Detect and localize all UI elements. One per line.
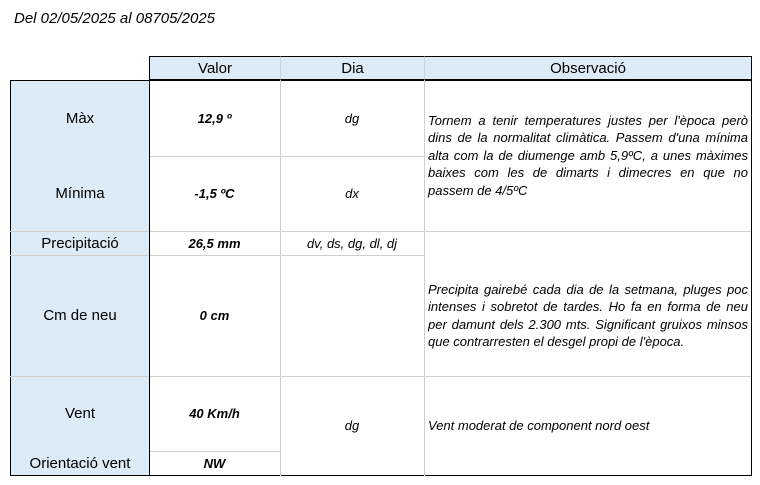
- header-valor: Valor: [149, 56, 280, 80]
- dia-vent: dg: [344, 418, 360, 433]
- grid-line: [10, 231, 752, 232]
- label-vent: Vent: [10, 376, 149, 451]
- grid-line: [280, 80, 281, 476]
- header-dia: Dia: [280, 56, 424, 80]
- grid-line: [10, 376, 752, 377]
- value-cm-neu: 0 cm: [199, 308, 230, 323]
- value-precipitacio: 26,5 mm: [188, 235, 241, 251]
- value-max: 12,9 º: [197, 110, 232, 126]
- observacio-vent-text: Vent moderat de component nord oest: [428, 417, 650, 433]
- value-min: -1,5 ºC: [194, 186, 235, 201]
- value-vent: 40 Km/h: [189, 406, 240, 421]
- label-precipitacio: Precipitació: [10, 231, 149, 255]
- grid-line: [10, 475, 752, 476]
- dia-min: dx: [345, 186, 359, 201]
- label-orientacio-vent: Orientació vent: [10, 451, 149, 475]
- grid-line: [10, 255, 424, 256]
- observacio-precipitacio: [424, 255, 752, 376]
- grid-line: [424, 80, 425, 476]
- value-orientacio-vent: NW: [203, 455, 226, 471]
- dia-precipitacio: dv, ds, dg, dl, dj: [306, 235, 398, 251]
- observacio-vent: [424, 376, 752, 475]
- header-observacio: Observació: [424, 56, 752, 80]
- dia-max: dg: [344, 110, 360, 126]
- report-title: Del 02/05/2025 al 08705/2025: [14, 10, 216, 27]
- observacio-temperatures: [424, 80, 752, 231]
- grid-line: [149, 156, 424, 157]
- grid-line: [149, 56, 150, 476]
- weather-summary-table: [10, 56, 752, 476]
- label-max: Màx: [10, 80, 149, 156]
- grid-line: [751, 56, 752, 476]
- observacio-precipitacio-text: Precipita gairebé cada dia de la setmana, pluges poc intenses i sobretot de tardes. Ho fa en forma de neu per damunt dels 2.300 mts. Significant gruixos minsos que contrarresten el desgel propi de l'època.: [428, 281, 748, 349]
- observacio-temperatures-text: Tornem a tenir temperatures justes per l'època però dins de la normalitat climàtica. Passem d'una mínima alta com la de diumenge amb 5,9ºC, a unes màximes baixes com les de dimarts i dimecres en que no passem de 4/5ºC: [428, 112, 748, 198]
- grid-line: [10, 80, 752, 81]
- grid-line: [149, 451, 280, 452]
- label-cm-neu: Cm de neu: [10, 255, 149, 376]
- label-min: Mínima: [10, 156, 149, 231]
